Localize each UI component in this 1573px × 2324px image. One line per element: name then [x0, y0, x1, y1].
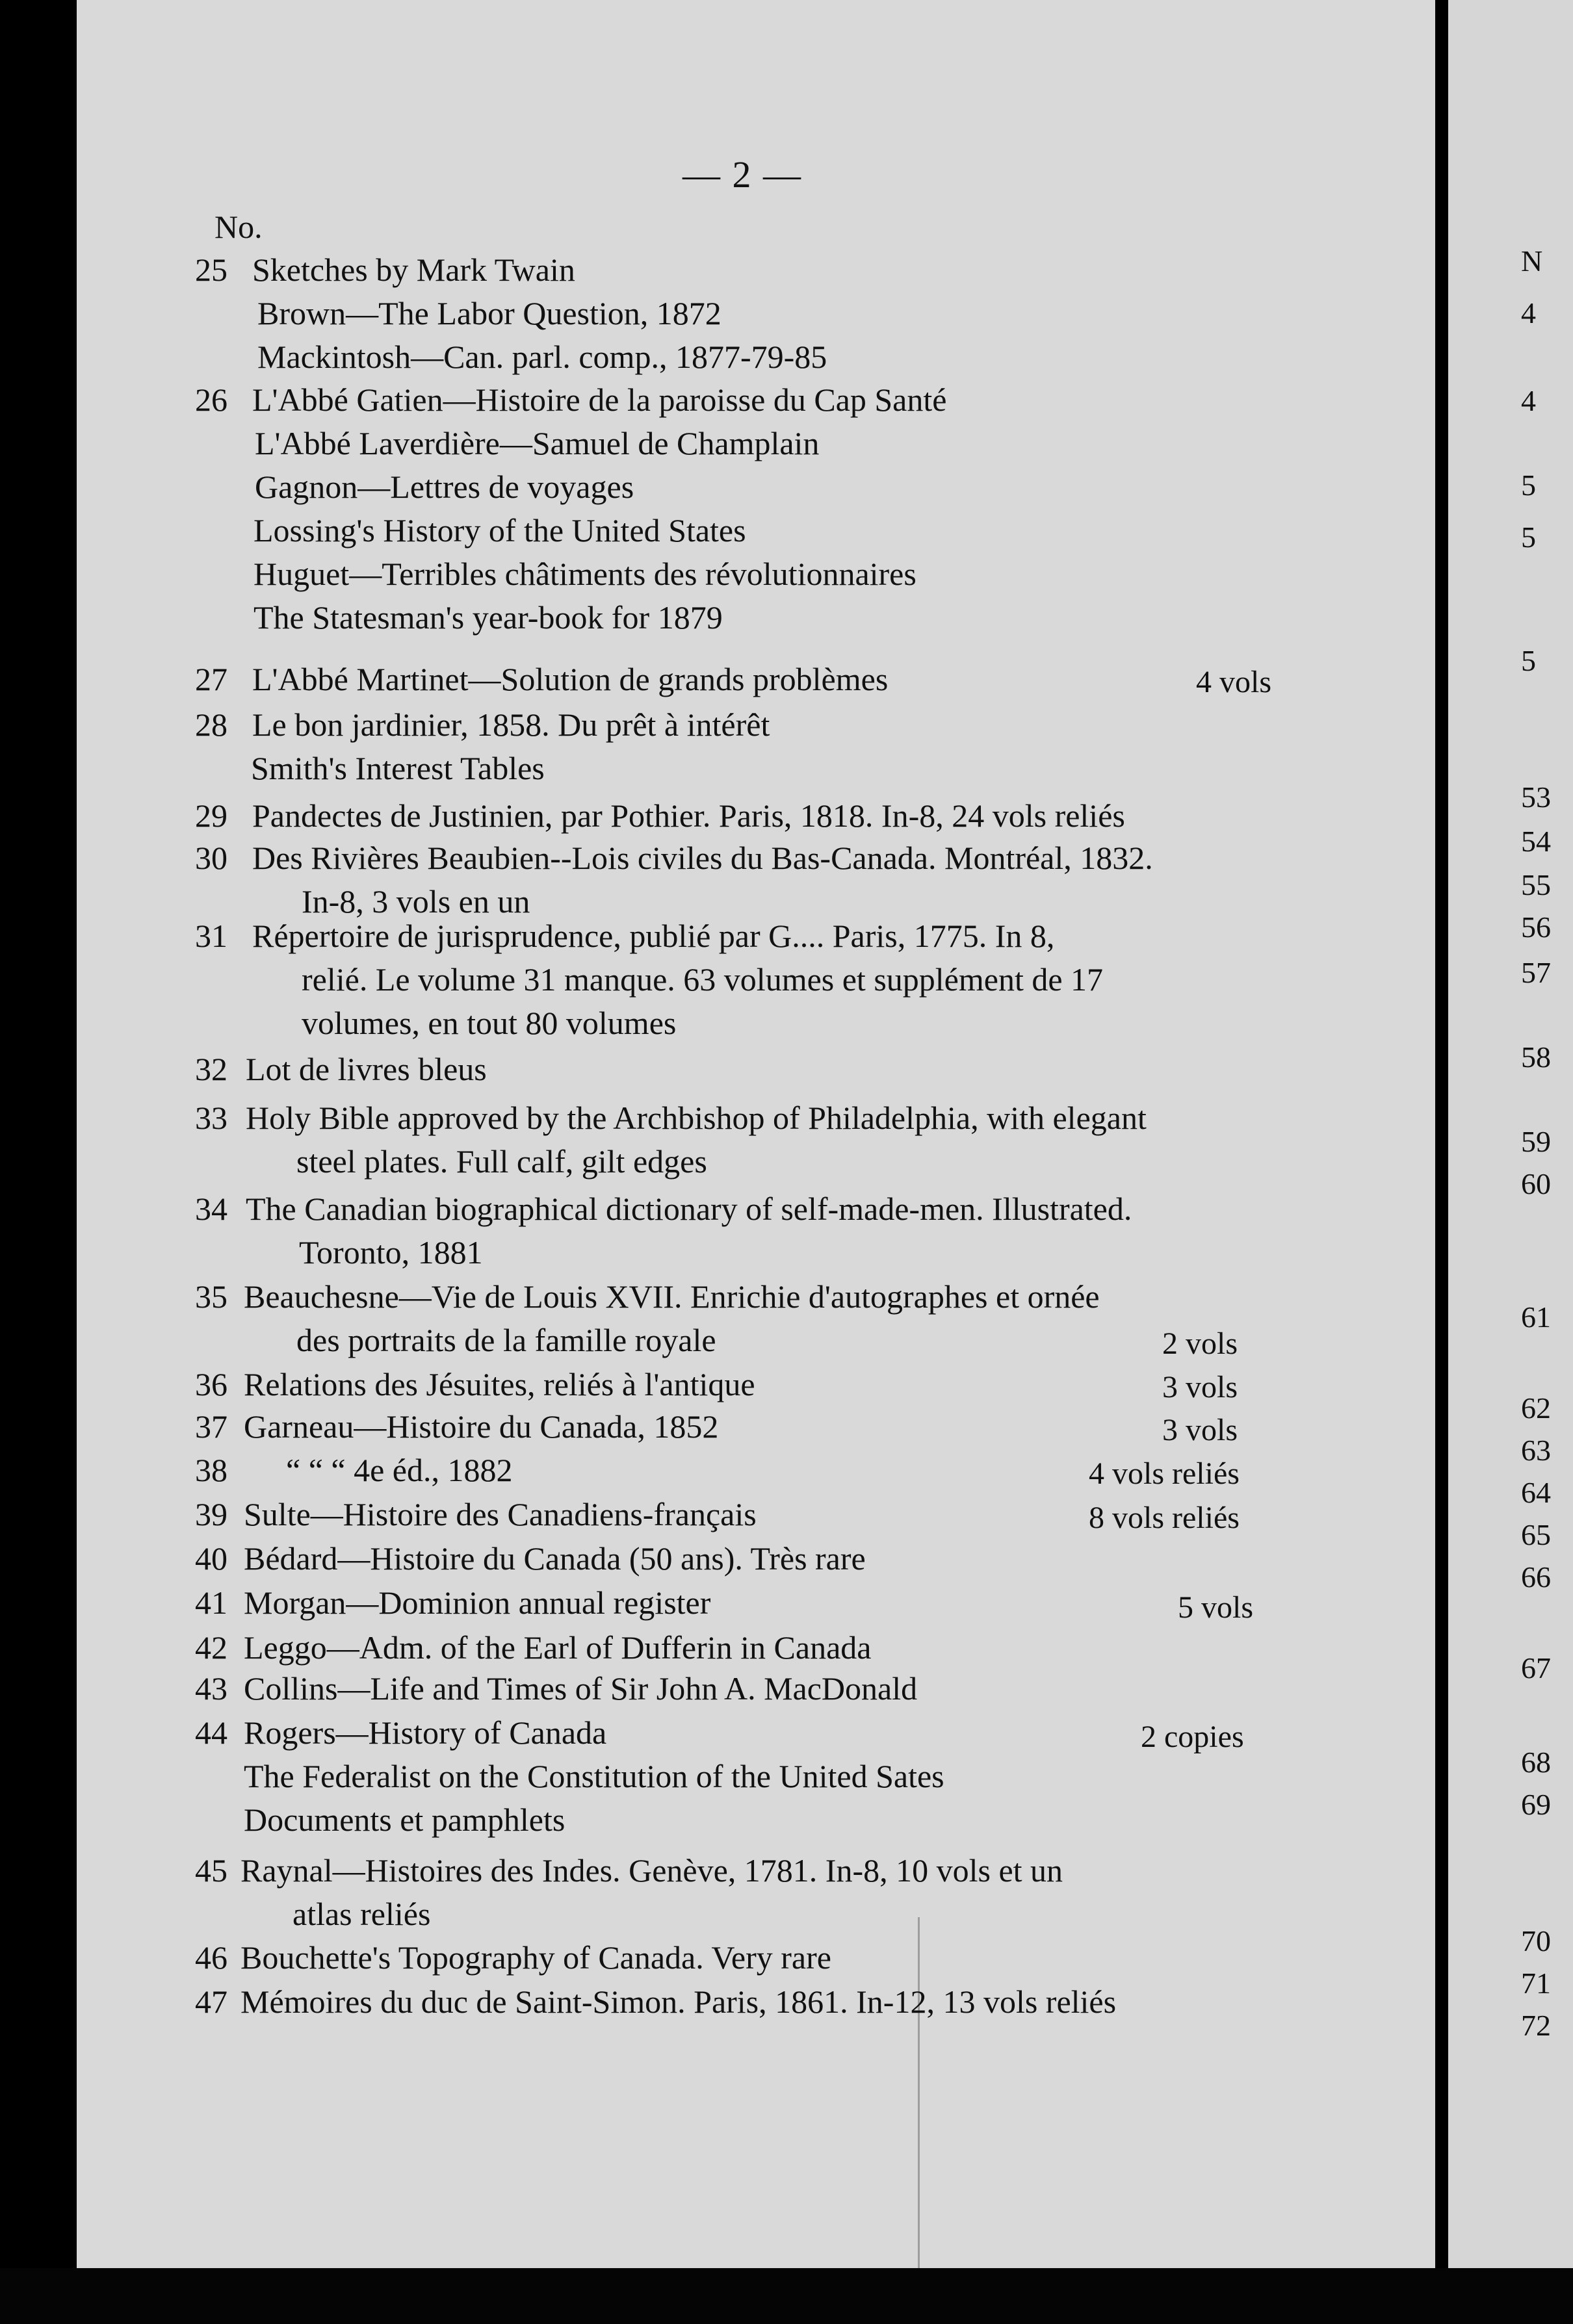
entry-text-line: “ “ “ 4e éd., 1882	[286, 1452, 513, 1488]
entry-quantity: 5 vols	[1178, 1590, 1254, 1625]
entry-text-line: Rogers—History of Canada	[244, 1714, 607, 1751]
entry-quantity: 4 vols	[1196, 665, 1272, 699]
entry-text-line: Répertoire de jurisprudence, publié par G.... Paris, 1775. In 8,	[252, 918, 1055, 954]
right-page-entry-number: 69	[1521, 1788, 1551, 1821]
entry-text-line: atlas reliés	[292, 1896, 431, 1932]
entry-number: 29	[195, 797, 228, 834]
entry-number: 27	[195, 661, 228, 697]
right-page-entry-number: 66	[1521, 1560, 1551, 1594]
right-page-entry-number: 54	[1521, 825, 1551, 858]
entry-text-line: In-8, 3 vols en un	[302, 883, 530, 920]
entry-text-line: Le bon jardinier, 1858. Du prêt à intérêt	[252, 706, 770, 743]
entry-number: 28	[195, 706, 228, 743]
paper-crease	[918, 1917, 920, 2268]
entry-number: 45	[195, 1852, 228, 1889]
entry-quantity: 8 vols reliés	[1089, 1501, 1240, 1535]
entry-text-line: Bédard—Histoire du Canada (50 ans). Très rare	[244, 1540, 866, 1577]
entry-quantity: 3 vols	[1162, 1413, 1238, 1447]
entry-text-line: Lot de livres bleus	[246, 1051, 487, 1087]
entry-number: 38	[195, 1452, 228, 1488]
right-page-entry-number: 63	[1521, 1434, 1551, 1467]
right-page-entry-number: 5	[1521, 644, 1536, 677]
entry-text-line: Sulte—Histoire des Canadiens-français	[244, 1496, 757, 1532]
entry-number: 41	[195, 1584, 228, 1621]
entry-text-line: steel plates. Full calf, gilt edges	[296, 1143, 707, 1180]
entry-text-line: Beauchesne—Vie de Louis XVII. Enrichie d'autographes et ornée	[244, 1278, 1100, 1315]
entry-number: 37	[195, 1408, 228, 1445]
entry-quantity: 2 copies	[1141, 1720, 1244, 1754]
entry-text-line: The Statesman's year-book for 1879	[254, 599, 723, 636]
entry-text-line: The Federalist on the Constitution of the United Sates	[244, 1758, 944, 1794]
entry-number: 32	[195, 1051, 228, 1087]
entry-text-line: Lossing's History of the United States	[254, 512, 746, 549]
right-page-entry-number: 56	[1521, 910, 1551, 944]
right-page-entry-number: 57	[1521, 956, 1551, 989]
entry-text-line: volumes, en tout 80 volumes	[302, 1005, 677, 1041]
entry-text-line: Smith's Interest Tables	[251, 750, 545, 786]
entry-number: 47	[195, 1983, 228, 2020]
entry-text-line: Leggo—Adm. of the Earl of Dufferin in Canada	[244, 1629, 872, 1666]
entry-text-line: Collins—Life and Times of Sir John A. MacDonald	[244, 1670, 918, 1707]
right-page-entry-number: 64	[1521, 1476, 1551, 1509]
entry-number: 30	[195, 840, 228, 876]
entry-text-line: Documents et pamphlets	[244, 1801, 566, 1838]
right-page-entry-number: 5	[1521, 469, 1536, 502]
right-page-entry-number: 58	[1521, 1040, 1551, 1074]
page-number: — 2 —	[682, 153, 802, 196]
entry-number: 46	[195, 1939, 228, 1976]
entry-number: 36	[195, 1366, 228, 1402]
entry-text-line: Gagnon—Lettres de voyages	[255, 469, 634, 505]
entry-number: 42	[195, 1629, 228, 1666]
entry-text-line: Morgan—Dominion annual register	[244, 1584, 711, 1621]
entry-number: 33	[195, 1100, 228, 1136]
entry-number: 43	[195, 1670, 228, 1707]
entry-text-line: Toronto, 1881	[299, 1234, 483, 1271]
entry-text-line: Pandectes de Justinien, par Pothier. Paris, 1818. In-8, 24 vols reliés	[252, 797, 1125, 834]
right-page-entry-number: 65	[1521, 1518, 1551, 1551]
right-page-entry-number: 55	[1521, 868, 1551, 901]
right-page-entry-number: 62	[1521, 1391, 1551, 1425]
entry-text-line: Relations des Jésuites, reliés à l'antique	[244, 1366, 755, 1402]
entry-quantity: 2 vols	[1162, 1326, 1238, 1361]
entry-text-line: Garneau—Histoire du Canada, 1852	[244, 1408, 719, 1445]
right-page-entry-number: 4	[1521, 296, 1536, 329]
entry-text-line: Mémoires du duc de Saint-Simon. Paris, 1861. In-12, 13 vols reliés	[240, 1983, 1117, 2020]
entry-number: 39	[195, 1496, 228, 1532]
entry-text-line: Huguet—Terribles châtiments des révolutionnaires	[254, 556, 916, 592]
entry-number: 25	[195, 252, 228, 288]
entry-text-line: Des Rivières Beaubien--Lois civiles du Bas-Canada. Montréal, 1832.	[252, 840, 1153, 876]
number-column-header: No.	[214, 209, 263, 245]
entry-text-line: des portraits de la famille royale	[296, 1322, 716, 1358]
right-page-entry-number: 71	[1521, 1967, 1551, 2000]
entry-number: 26	[195, 381, 228, 418]
entry-text-line: L'Abbé Gatien—Histoire de la paroisse du Cap Santé	[252, 381, 947, 418]
scan-border	[0, 2268, 1573, 2324]
entry-text-line: Raynal—Histoires des Indes. Genève, 1781. In-8, 10 vols et un	[240, 1852, 1063, 1889]
entry-number: 44	[195, 1714, 228, 1751]
entry-number: 40	[195, 1540, 228, 1577]
entry-quantity: 3 vols	[1162, 1370, 1238, 1404]
right-page-entry-number: 67	[1521, 1651, 1551, 1685]
entry-quantity: 4 vols reliés	[1089, 1456, 1240, 1491]
entry-text-line: Brown—The Labor Question, 1872	[257, 295, 722, 331]
entry-text-line: Sketches by Mark Twain	[252, 252, 575, 288]
entry-text-line: L'Abbé Laverdière—Samuel de Champlain	[255, 425, 820, 461]
right-page-entry-number: 72	[1521, 2009, 1551, 2042]
right-page-entry-number: 53	[1521, 781, 1551, 814]
right-page-entry-number: N	[1521, 244, 1543, 278]
entry-text-line: Mackintosh—Can. parl. comp., 1877-79-85	[257, 339, 827, 375]
entry-number: 35	[195, 1278, 228, 1315]
entry-text-line: L'Abbé Martinet—Solution de grands problèmes	[252, 661, 889, 697]
right-page-entry-number: 68	[1521, 1746, 1551, 1779]
entry-text-line: relié. Le volume 31 manque. 63 volumes et supplément de 17	[302, 961, 1104, 998]
document-page-right-edge	[1448, 0, 1573, 2268]
right-page-entry-number: 61	[1521, 1300, 1551, 1334]
right-page-entry-number: 59	[1521, 1125, 1551, 1158]
entry-number: 34	[195, 1191, 228, 1227]
entry-text-line: The Canadian biographical dictionary of self-made-men. Illustrated.	[246, 1191, 1132, 1227]
right-page-entry-number: 5	[1521, 521, 1536, 554]
entry-text-line: Bouchette's Topography of Canada. Very rare	[240, 1939, 831, 1976]
entry-text-line: Holy Bible approved by the Archbishop of Philadelphia, with elegant	[246, 1100, 1147, 1136]
right-page-entry-number: 60	[1521, 1167, 1551, 1200]
right-page-entry-number: 70	[1521, 1924, 1551, 1957]
right-page-entry-number: 4	[1521, 384, 1536, 417]
entry-number: 31	[195, 918, 228, 954]
